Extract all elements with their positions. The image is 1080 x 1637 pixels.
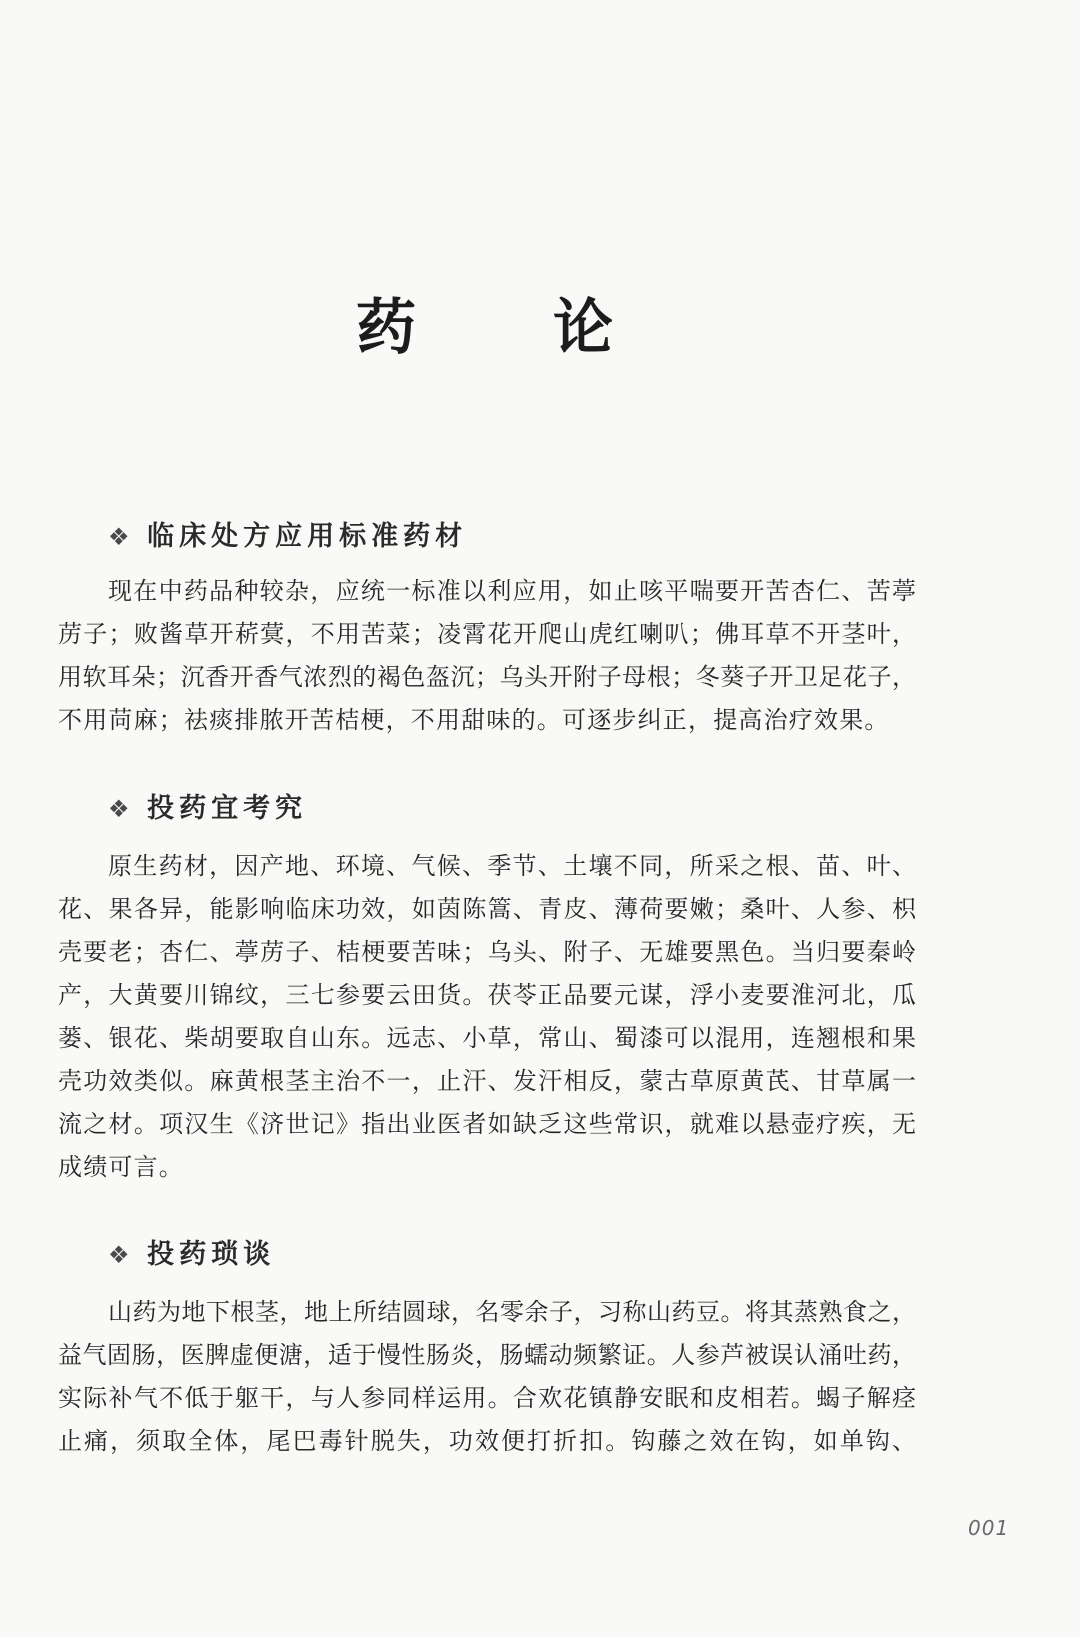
section-paragraph [58,845,916,1189]
text-line: 山药为地下根茎，地上所结圆球，名零余子，习称山药豆。将其蒸熟食之， [108,1298,916,1326]
section-heading-text: 临床处方应用标准药材 [147,520,468,552]
text-line: 益气固肠，医脾虚便溏，适于慢性肠炎，肠蠕动频繁证。人参芦被误认涌吐药， [58,1341,916,1369]
text-line: 流之材。项汉生《济世记》指出业医者如缺乏这些常识，就难以悬壶疗疾，无 [58,1110,916,1138]
section-paragraph [58,570,916,742]
text-line: 产，大黄要川锦纹，三七参要云田货。茯苓正品要元谋，浮小麦要淮河北，瓜 [58,981,916,1009]
diamond-bullet-icon [108,789,142,829]
text-line: 止痛，须取全体，尾巴毒针脱失，功效便打折扣。钩藤之效在钩，如单钩、 [58,1427,916,1455]
section-heading-text: 投药宜考究 [147,792,308,824]
text-line: 花、果各异，能影响临床功效，如茵陈篙、青皮、薄荷要嫩；桑叶、人参、枳 [58,895,916,923]
section-heading [108,1234,275,1274]
text-line: 用软耳朵；沉香开香气浓烈的褐色盔沉；乌头开附子母根；冬葵子开卫足花子， [58,663,916,691]
page-number: 001 [968,1516,1010,1540]
section-paragraph [58,1291,916,1463]
text-line: 原生药材，因产地、环境、气候、季节、土壤不同，所采之根、苗、叶、 [108,852,916,880]
text-line: 现在中药品种较杂，应统一标准以利应用，如止咳平喘要开苦杏仁、苦葶 [108,577,916,605]
chapter-title-char-2: 论 [553,293,613,363]
chapter-title-char-1: 药 [356,293,416,363]
diamond-bullet-icon [108,517,142,557]
text-line: 不用苘麻；祛痰排脓开苦桔梗，不用甜味的。可逐步纠正，提高治疗效果。 [58,706,890,734]
text-line: 苈子；败酱草开菥蓂，不用苦菜；凌霄花开爬山虎红喇叭；佛耳草不开茎叶， [58,620,916,648]
section-heading [108,516,467,556]
text-line: 壳功效类似。麻黄根茎主治不一，止汗、发汗相反，蒙古草原黄芪、甘草属一 [58,1067,916,1095]
diamond-bullet-icon [108,1235,142,1275]
section-heading [108,788,307,828]
text-line: 蒌、银花、柴胡要取自山东。远志、小草，常山、蜀漆可以混用，连翘根和果 [58,1024,916,1052]
text-line: 壳要老；杏仁、葶苈子、桔梗要苦味；乌头、附子、无雄要黑色。当归要秦岭 [58,938,916,966]
text-line: 成绩可言。 [58,1153,184,1181]
section-heading-text: 投药琐谈 [147,1238,276,1270]
text-line: 实际补气不低于躯干，与人参同样运用。合欢花镇静安眠和皮相若。蝎子解痉 [58,1384,916,1412]
